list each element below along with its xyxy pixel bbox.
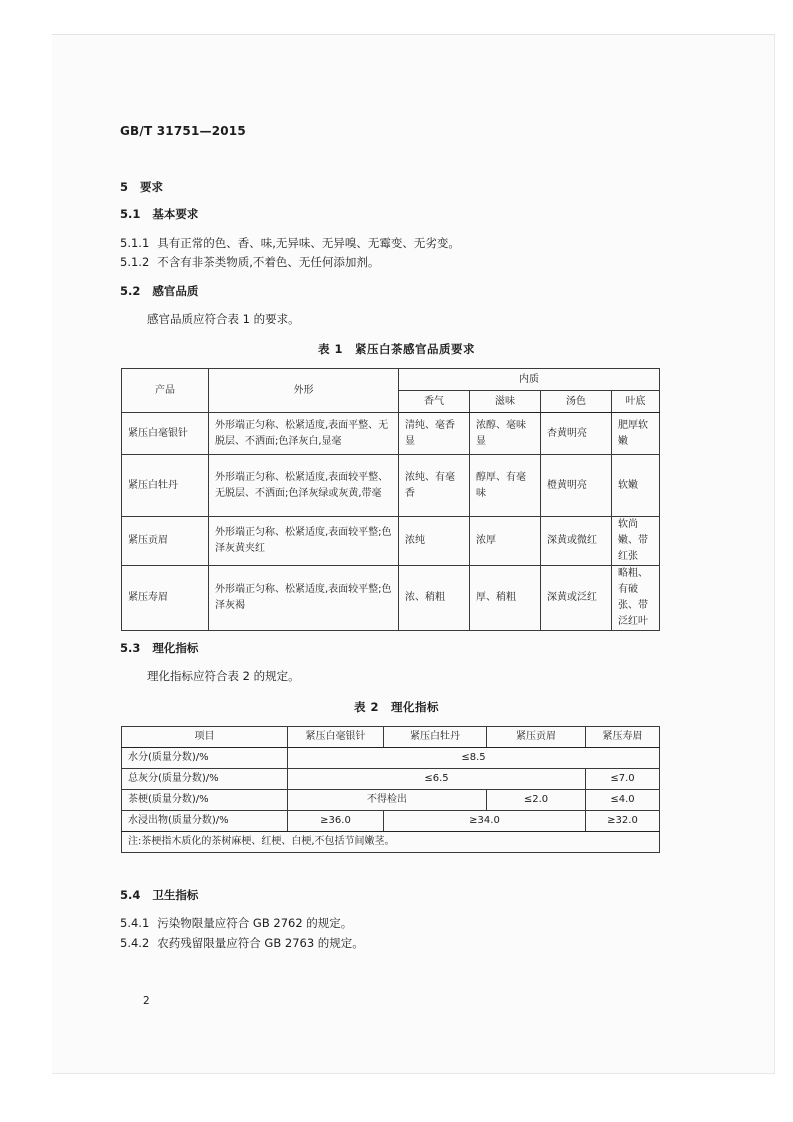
section-5-4-heading: [120, 887, 198, 903]
liquor-cell: 杏黄明亮: [541, 413, 612, 455]
value-cell: ≥32.0: [586, 811, 660, 832]
header-taste: 滋味: [470, 391, 541, 413]
aroma-cell: 清纯、毫香显: [399, 413, 470, 455]
taste-cell: 浓厚: [470, 517, 541, 566]
table-row: [122, 566, 660, 631]
section-title: 基本要求: [152, 207, 199, 221]
aroma-cell: 浓纯: [399, 517, 470, 566]
appearance-cell: 外形端正匀称、松紧适度,表面较平整;色泽灰褐: [209, 566, 399, 631]
header-product: 产品: [122, 369, 209, 413]
liquor-cell: 深黄或微红: [541, 517, 612, 566]
table-row: [122, 769, 660, 790]
value-cell: ≤4.0: [586, 790, 660, 811]
section-number: 5.1: [120, 207, 141, 221]
aroma-cell: 浓、稍粗: [399, 566, 470, 631]
section-5-3-heading: [120, 640, 198, 656]
header-shoumei: 紧压寿眉: [586, 727, 660, 748]
clause-number: 5.4.1: [120, 916, 150, 930]
table-row: [122, 413, 660, 455]
leaf-cell: 软嫩: [612, 455, 660, 517]
clause-5-1-2: [120, 254, 379, 270]
standard-code: GB/T 31751—2015: [120, 124, 246, 138]
clause-number: 5.4.2: [120, 936, 150, 950]
physicochemical-table: [121, 726, 660, 853]
appearance-cell: 外形端正匀称、松紧适度,表面较平整、无脱层、不洒面;色泽灰绿或灰黄,带毫: [209, 455, 399, 517]
section-number: 5: [120, 180, 129, 194]
header-inner-quality: 内质: [399, 369, 660, 391]
aroma-cell: 浓纯、有毫香: [399, 455, 470, 517]
table-row: [122, 748, 660, 769]
header-liquor-color: 汤色: [541, 391, 612, 413]
leaf-cell: 软尚嫩、带红张: [612, 517, 660, 566]
appearance-cell: 外形端正匀称、松紧适度,表面平整、无脱层、不洒面;色泽灰白,显毫: [209, 413, 399, 455]
table2-caption: 表 2 理化指标: [353, 700, 439, 714]
section-5-2-text: 感官品质应符合表 1 的要求。: [147, 312, 300, 326]
header-infused-leaf: 叶底: [612, 391, 660, 413]
page-number: 2: [143, 995, 150, 1007]
value-cell: ≥34.0: [384, 811, 586, 832]
value-cell: ≤7.0: [586, 769, 660, 790]
value-cell: ≤6.5: [288, 769, 586, 790]
clause-text: 不含有非茶类物质,不着色、无任何添加剂。: [157, 255, 380, 269]
clause-number: 5.1.1: [120, 236, 150, 250]
clause-number: 5.1.2: [120, 255, 150, 269]
header-item: 项目: [122, 727, 288, 748]
table-note-row: [122, 832, 660, 853]
header-gongmei: 紧压贡眉: [487, 727, 586, 748]
product-cell: 紧压白牡丹: [122, 455, 209, 517]
appearance-cell: 外形端正匀称、松紧适度,表面较平整;色泽灰黄夹红: [209, 517, 399, 566]
product-cell: 紧压贡眉: [122, 517, 209, 566]
table-row: [122, 517, 660, 566]
item-cell: 水浸出物(质量分数)/%: [122, 811, 288, 832]
header-appearance: 外形: [209, 369, 399, 413]
taste-cell: 厚、稍粗: [470, 566, 541, 631]
leaf-cell: 肥厚软嫩: [612, 413, 660, 455]
value-cell: ≥36.0: [288, 811, 384, 832]
section-5-3-text: 理化指标应符合表 2 的规定。: [147, 669, 300, 683]
clause-5-4-1: [120, 915, 352, 931]
section-5-heading: [120, 179, 163, 195]
value-cell: ≤2.0: [487, 790, 586, 811]
value-cell: 不得检出: [288, 790, 487, 811]
taste-cell: 醇厚、有毫味: [470, 455, 541, 517]
item-cell: 总灰分(质量分数)/%: [122, 769, 288, 790]
product-cell: 紧压寿眉: [122, 566, 209, 631]
taste-cell: 浓醇、毫味显: [470, 413, 541, 455]
item-cell: 茶梗(质量分数)/%: [122, 790, 288, 811]
header-aroma: 香气: [399, 391, 470, 413]
sensory-quality-table: [121, 368, 660, 631]
clause-text: 农药残留限量应符合 GB 2763 的规定。: [157, 936, 364, 950]
leaf-cell: 略粗、有破张、带泛红叶: [612, 566, 660, 631]
clause-text: 污染物限量应符合 GB 2762 的规定。: [157, 916, 353, 930]
liquor-cell: 深黄或泛红: [541, 566, 612, 631]
table-note: 注:茶梗指木质化的茶树麻梗、红梗、白梗,不包括节间嫩茎。: [122, 832, 660, 853]
product-cell: 紧压白毫银针: [122, 413, 209, 455]
header-silver-needle: 紧压白毫银针: [288, 727, 384, 748]
clause-5-1-1: [120, 235, 460, 251]
section-number: 5.3: [120, 641, 141, 655]
item-cell: 水分(质量分数)/%: [122, 748, 288, 769]
table-row: [122, 811, 660, 832]
section-number: 5.2: [120, 284, 141, 298]
section-number: 5.4: [120, 888, 141, 902]
clause-5-4-2: [120, 935, 364, 951]
section-title: 理化指标: [152, 641, 199, 655]
section-title: 感官品质: [152, 284, 199, 298]
table-row: [122, 455, 660, 517]
section-title: 要求: [140, 180, 164, 194]
section-title: 卫生指标: [152, 888, 199, 902]
header-white-peony: 紧压白牡丹: [384, 727, 487, 748]
value-cell: ≤8.5: [288, 748, 660, 769]
table1-caption: 表 1 紧压白茶感官品质要求: [317, 342, 475, 356]
liquor-cell: 橙黄明亮: [541, 455, 612, 517]
table-row: [122, 790, 660, 811]
clause-text: 具有正常的色、香、味,无异味、无异嗅、无霉变、无劣变。: [157, 236, 460, 250]
section-5-2-heading: [120, 283, 198, 299]
section-5-1-heading: [120, 206, 198, 222]
